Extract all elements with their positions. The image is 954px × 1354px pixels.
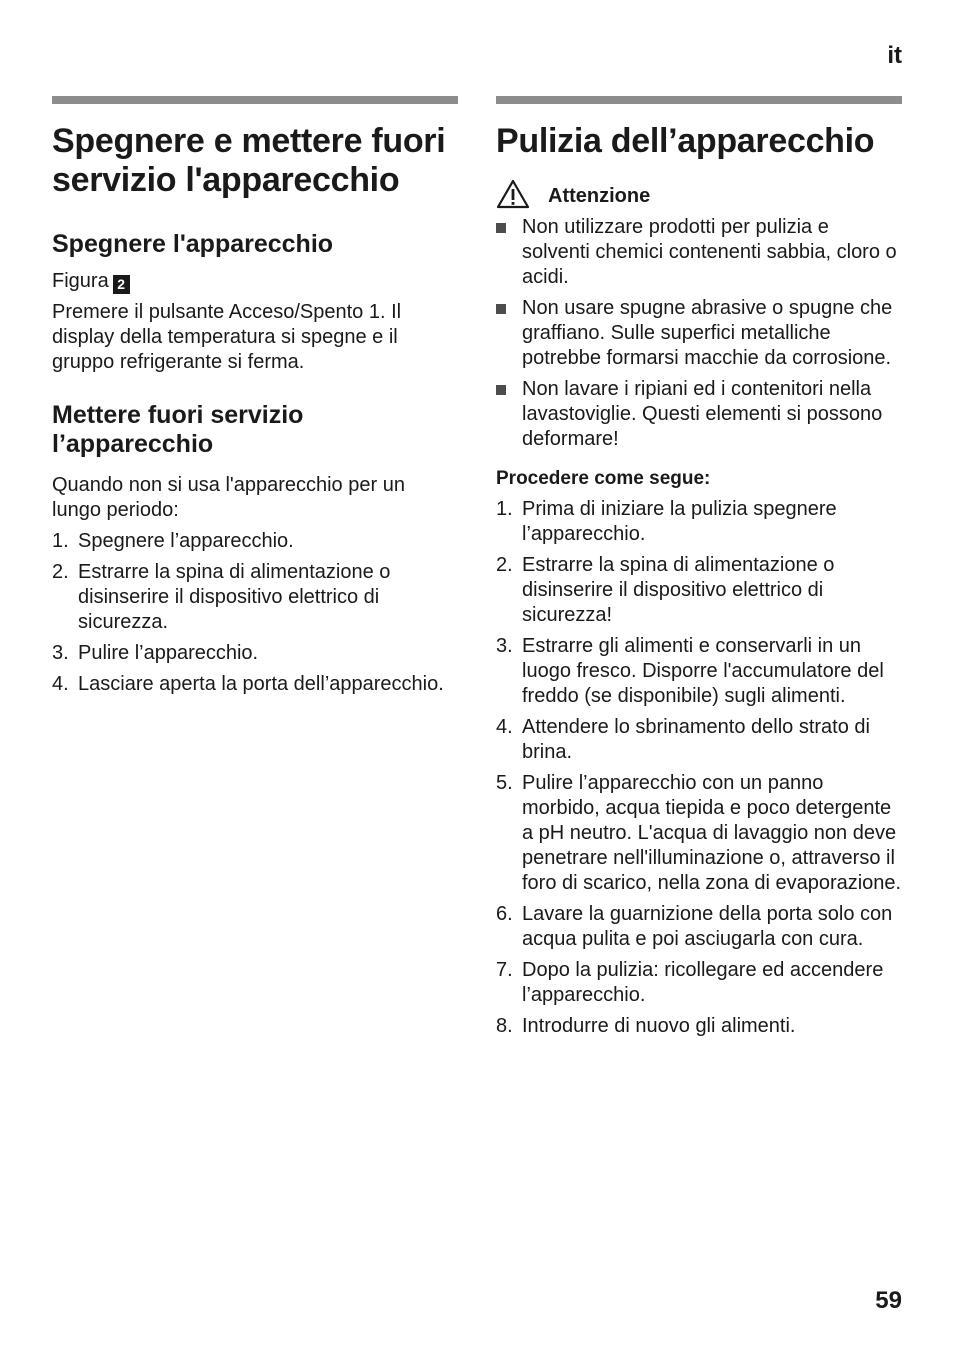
list-item: [496, 958, 902, 1008]
list-item: [496, 497, 902, 547]
subheading-switch-off: Spegnere l'apparecchio: [52, 230, 334, 258]
step-text: Estrarre la spina di alimentazione o disinserire il dispositivo elettrico di sicurezza!: [522, 554, 835, 626]
list-item: [496, 553, 902, 628]
cleaning-steps: [496, 497, 902, 1039]
list-item: [496, 902, 902, 952]
list-item: [496, 377, 902, 452]
step-number: 1.: [52, 530, 69, 552]
list-item: [496, 1014, 902, 1039]
decommission-steps: [52, 529, 458, 697]
right-column: [496, 96, 902, 1039]
step-number: 8.: [496, 1015, 513, 1037]
bullet-square-icon: [496, 385, 506, 395]
decommission-intro: Quando non si usa l'apparecchio per un lungo periodo:: [52, 474, 405, 521]
list-item: [496, 296, 902, 371]
figure-number-badge: 2: [113, 275, 130, 294]
step-text: Estrarre la spina di alimentazione o disinserire il dispositivo elettrico di sicurezza.: [78, 561, 391, 633]
step-number: 4.: [496, 716, 513, 738]
bullet-square-icon: [496, 304, 506, 314]
warning-label: Attenzione: [548, 185, 651, 207]
switch-off-paragraph: Premere il pulsante Acceso/Spento 1. Il display della temperatura si spegne e il gruppo refrigerante si ferma.: [52, 301, 402, 373]
step-text: Lavare la guarnizione della porta solo con acqua pulita e poi asciugarla con cura.: [522, 903, 893, 950]
step-number: 2.: [52, 561, 69, 583]
step-number: 3.: [496, 635, 513, 657]
section-rule: [52, 96, 458, 104]
section-title: Pulizia dell’apparecchio: [496, 122, 875, 160]
step-number: 6.: [496, 903, 513, 925]
step-text: Pulire l’apparecchio.: [78, 642, 259, 664]
step-text: Prima di iniziare la pulizia spegnere l’apparecchio.: [522, 498, 837, 545]
step-number: 5.: [496, 772, 513, 794]
list-item: [52, 641, 458, 666]
list-item: [496, 771, 902, 896]
bullet-text: Non utilizzare prodotti per pulizia e solventi chemici contenenti sabbia, cloro o acidi.: [522, 216, 897, 288]
language-marker: it: [887, 42, 902, 69]
list-item: [52, 560, 458, 635]
step-number: 1.: [496, 498, 513, 520]
warning-triangle-icon: [496, 179, 530, 209]
step-text: Pulire l’apparecchio con un panno morbido, acqua tiepida e poco detergente a pH neutro. L'acqua di lavaggio non deve penetrare nell'illuminazione o, attraverso il foro di scarico, nella zona di evaporazione.: [522, 772, 902, 894]
bullet-text: Non lavare i ripiani ed i contenitori nella lavastoviglie. Questi elementi si possono deformare!: [522, 378, 883, 450]
step-number: 7.: [496, 959, 513, 981]
step-number: 3.: [52, 642, 69, 664]
page-number: 59: [875, 1287, 902, 1314]
bullet-text: Non usare spugne abrasive o spugne che graffiano. Sulle superfici metalliche potrebbe formarsi macchie da corrosione.: [522, 297, 893, 369]
step-number: 4.: [52, 673, 69, 695]
step-text: Dopo la pulizia: ricollegare ed accendere l’apparecchio.: [522, 959, 884, 1006]
step-text: Introdurre di nuovo gli alimenti.: [522, 1015, 796, 1037]
left-column: [52, 96, 458, 697]
subheading-decommission: Mettere fuori servizio l’apparecchio: [52, 401, 304, 458]
bullet-square-icon: [496, 223, 506, 233]
figure-reference: [52, 269, 458, 294]
step-text: Estrarre gli alimenti e conservarli in un luogo fresco. Disporre l'accumulatore del freddo (se disponibile) sugli alimenti.: [522, 635, 884, 707]
list-item: [52, 672, 458, 697]
list-item: [52, 529, 458, 554]
warning-header: [496, 179, 902, 209]
list-item: [496, 215, 902, 290]
section-title: Spegnere e mettere fuori servizio l'apparecchio: [52, 122, 446, 199]
section-rule: [496, 96, 902, 104]
list-item: [496, 715, 902, 765]
warning-list: [496, 215, 902, 452]
step-number: 2.: [496, 554, 513, 576]
procedure-label: Procedere come segue:: [496, 468, 711, 489]
figure-label: Figura: [52, 270, 109, 292]
list-item: [496, 634, 902, 709]
step-text: Lasciare aperta la porta dell’apparecchio.: [78, 673, 444, 695]
step-text: Spegnere l’apparecchio.: [78, 530, 294, 552]
step-text: Attendere lo sbrinamento dello strato di brina.: [522, 716, 870, 763]
